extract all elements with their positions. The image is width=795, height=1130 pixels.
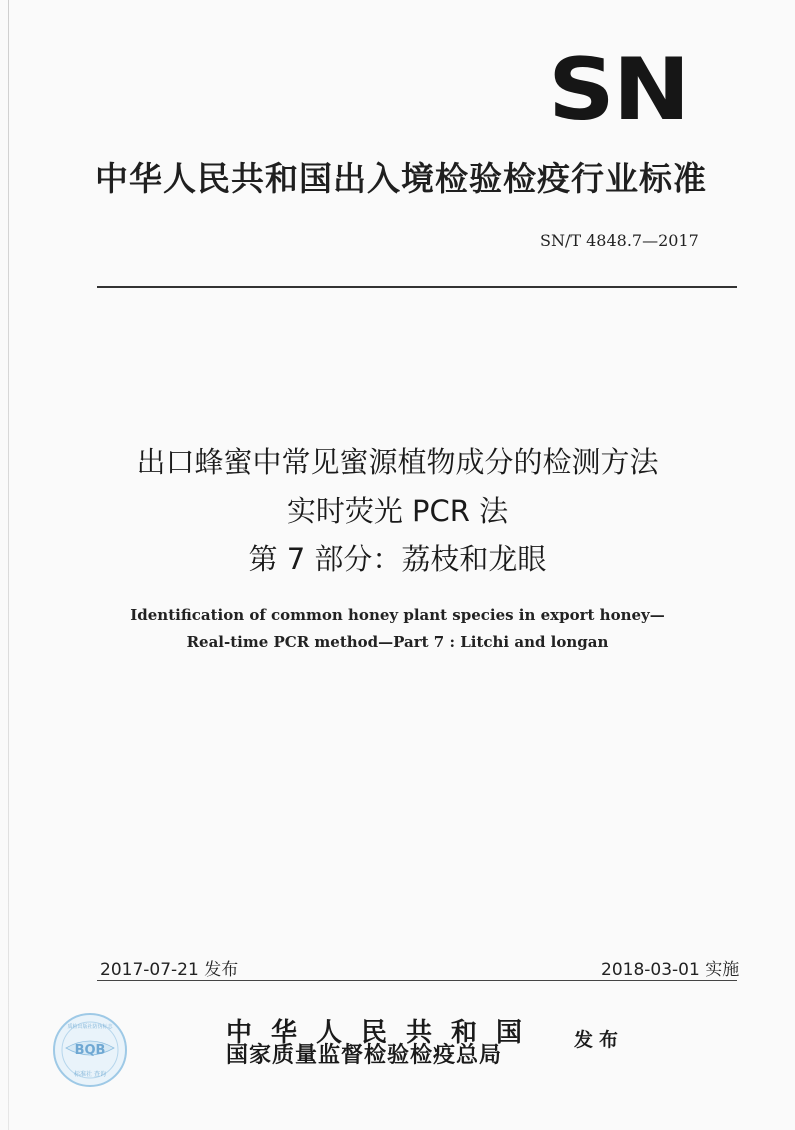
svg-text:标准社 查询: 标准社 查询 [74, 1071, 106, 1078]
title-cn-line-1: 出口蜂蜜中常见蜜源植物成分的检测方法 [136, 445, 659, 479]
publish-label: 发布 [574, 1029, 625, 1051]
implementation-date: 2018-03-01 实施 [601, 960, 740, 980]
title-cn-line-3: 第 7 部分：荔枝和龙眼 [248, 542, 547, 576]
sn-logo: SN [548, 40, 689, 140]
header-divider [97, 286, 737, 288]
svg-text:BQB: BQB [74, 1043, 106, 1058]
standard-code: SN/T 4848.7—2017 [540, 231, 699, 250]
title-cn-line-2: 实时荧光 PCR 法 [286, 494, 509, 528]
issue-date: 2017-07-21 发布 [100, 960, 239, 980]
standard-category-title: 中华人民共和国出入境检验检疫行业标准 [95, 159, 707, 198]
title-en-line-1: Identification of common honey plant species in export honey— [130, 606, 665, 624]
footer-divider [97, 980, 737, 981]
issuer-country: 中华人民共和国 [226, 1018, 542, 1048]
issuer-agency: 国家质量监督检验检疫总局 [226, 1043, 503, 1068]
anti-counterfeit-seal-icon [52, 1012, 128, 1088]
svg-text:质检出版社防伪标志: 质检出版社防伪标志 [67, 1024, 113, 1030]
title-en-line-2: Real-time PCR method—Part 7 : Litchi and longan [186, 633, 609, 651]
